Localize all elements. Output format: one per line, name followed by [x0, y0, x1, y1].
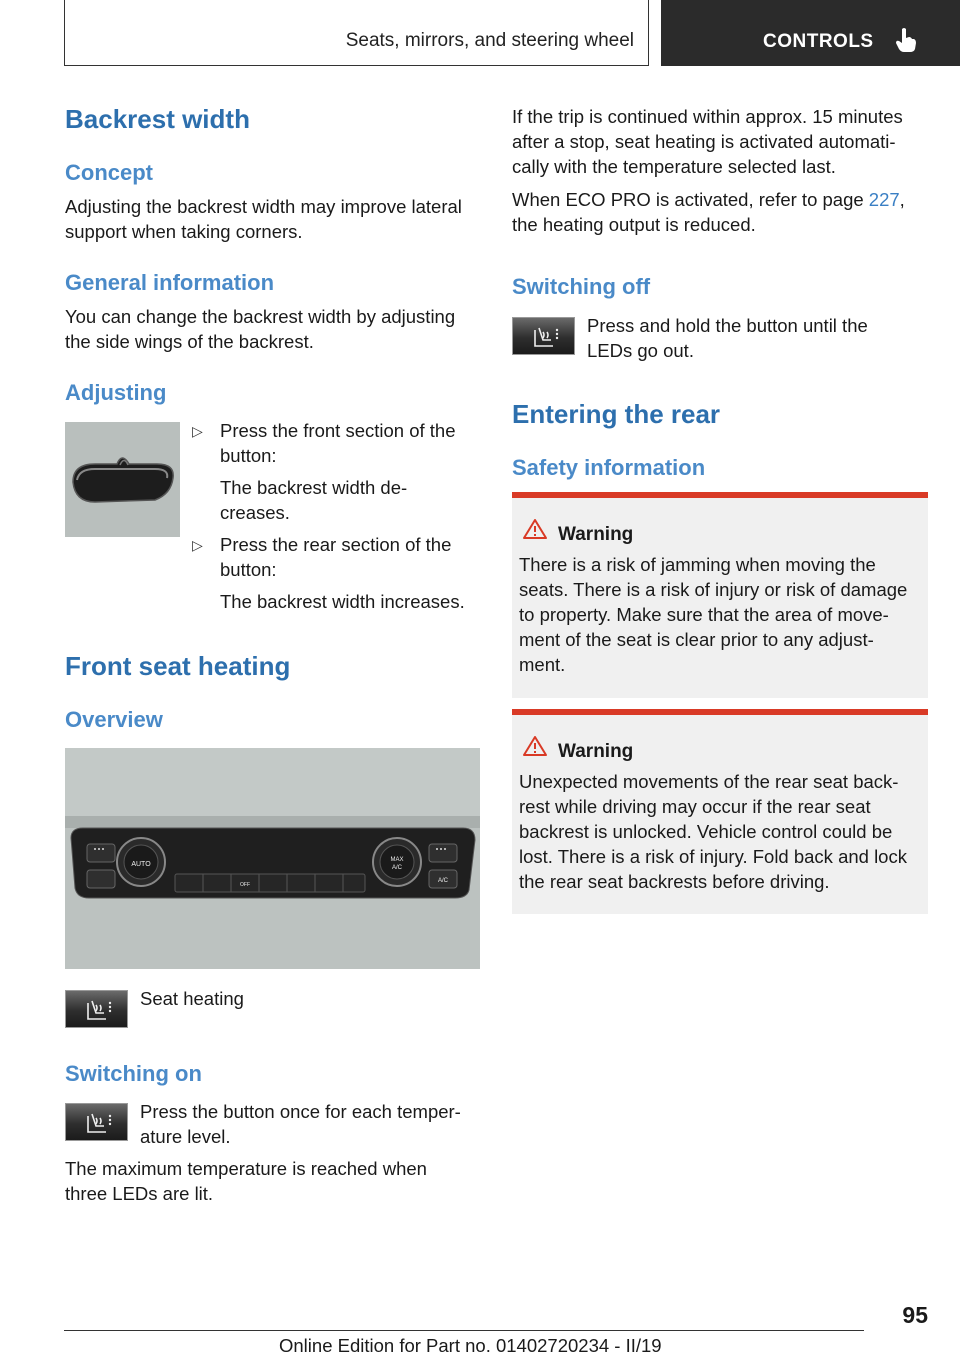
entering-rear-title: Entering the rear	[512, 399, 721, 429]
panel-max-ac-label: A/C	[391, 865, 403, 871]
step2-result: The backrest width increases.	[220, 591, 465, 612]
step2-text: Press the rear section of the	[220, 534, 452, 555]
safety-information-heading: Safety information	[512, 455, 706, 480]
header-section-box	[64, 0, 649, 66]
seat-heating-icon	[65, 990, 128, 1028]
bullet-marker: ▷	[192, 423, 203, 439]
seat-heating-icon	[512, 317, 575, 355]
general-information-heading: General information	[65, 270, 275, 295]
overview-heading: Overview	[65, 707, 163, 732]
warning-body: Unexpected movements of the rear seat back- rest while driving may occur if the rear seat backrest is unlocked. Vehicle control could be lost. There is a risk of injury. Fold back and lock the rear seat backrests before driving.	[519, 771, 907, 892]
adjusting-heading: Adjusting	[65, 380, 167, 405]
panel-off-label: OFF	[240, 882, 250, 888]
switching-on-text: ature level.	[140, 1126, 231, 1147]
warning-title: Warning	[558, 524, 634, 545]
concept-heading: Concept	[65, 160, 153, 185]
step1-text: button:	[220, 445, 277, 466]
warning-title: Warning	[558, 741, 634, 762]
warning-triangle-icon	[522, 518, 548, 540]
panel-max-label: MAX	[390, 857, 404, 863]
panel-auto-label: AUTO	[131, 861, 151, 868]
page-number: 95	[902, 1302, 928, 1328]
footer-divider	[64, 1330, 864, 1331]
header-section-title: Seats, mirrors, and steering wheel	[345, 30, 634, 51]
warning-triangle-icon	[522, 735, 548, 757]
page-reference-link[interactable]: 227	[868, 189, 900, 210]
backrest-button-image	[65, 422, 180, 537]
step1-result: The backrest width de-	[220, 477, 408, 498]
concept-text-line: support when taking corners.	[65, 221, 303, 242]
switching-off-text: LEDs go out.	[587, 340, 694, 361]
concept-text-line: Adjusting the backrest width may improve lateral	[65, 196, 462, 217]
general-text-line: the side wings of the backrest.	[65, 331, 314, 352]
trip-text: If the trip is continued within approx. 15 minutes	[512, 106, 903, 127]
max-temp-text: The maximum temperature is reached when	[65, 1158, 427, 1179]
step2-text: button:	[220, 559, 277, 580]
warning-body: There is a risk of jamming when moving the seats. There is a risk of injury or risk of damage to property. Make sure that the area of move- ment of the seat is clear prior to any adjust- ment.	[519, 554, 908, 675]
switching-on-text: Press the button once for each temper-	[140, 1101, 461, 1122]
eco-pro-text: When ECO PRO is activated, refer to page 227,	[512, 189, 905, 210]
backrest-width-title: Backrest width	[65, 104, 250, 134]
seat-heating-icon	[65, 1103, 128, 1141]
warning-box	[512, 709, 928, 914]
seat-heating-label: Seat heating	[140, 988, 244, 1009]
trip-text: cally with the temperature selected last.	[512, 156, 836, 177]
warning-box	[512, 492, 928, 698]
max-temp-text: three LEDs are lit.	[65, 1183, 214, 1204]
header-chapter-box	[661, 0, 960, 66]
trip-text: after a stop, seat heating is activated automati-	[512, 131, 896, 152]
hand-pointer-icon	[895, 27, 917, 53]
front-seat-heating-title: Front seat heating	[65, 651, 291, 681]
panel-ac-label: A/C	[437, 878, 449, 884]
switching-off-heading: Switching off	[512, 274, 651, 299]
general-text-line: You can change the backrest width by adjusting	[65, 306, 456, 327]
step1-text: Press the front section of the	[220, 420, 456, 441]
footer-edition-text: Online Edition for Part no. 01402720234 - II/19	[279, 1335, 662, 1356]
switching-off-text: Press and hold the button until the	[587, 315, 868, 336]
eco-pro-text: the heating output is reduced.	[512, 214, 756, 235]
bullet-marker: ▷	[192, 537, 203, 553]
header-chapter-title: CONTROLS	[763, 31, 874, 52]
climate-control-panel-image	[65, 748, 480, 969]
switching-on-heading: Switching on	[65, 1061, 202, 1086]
step1-result: creases.	[220, 502, 290, 523]
